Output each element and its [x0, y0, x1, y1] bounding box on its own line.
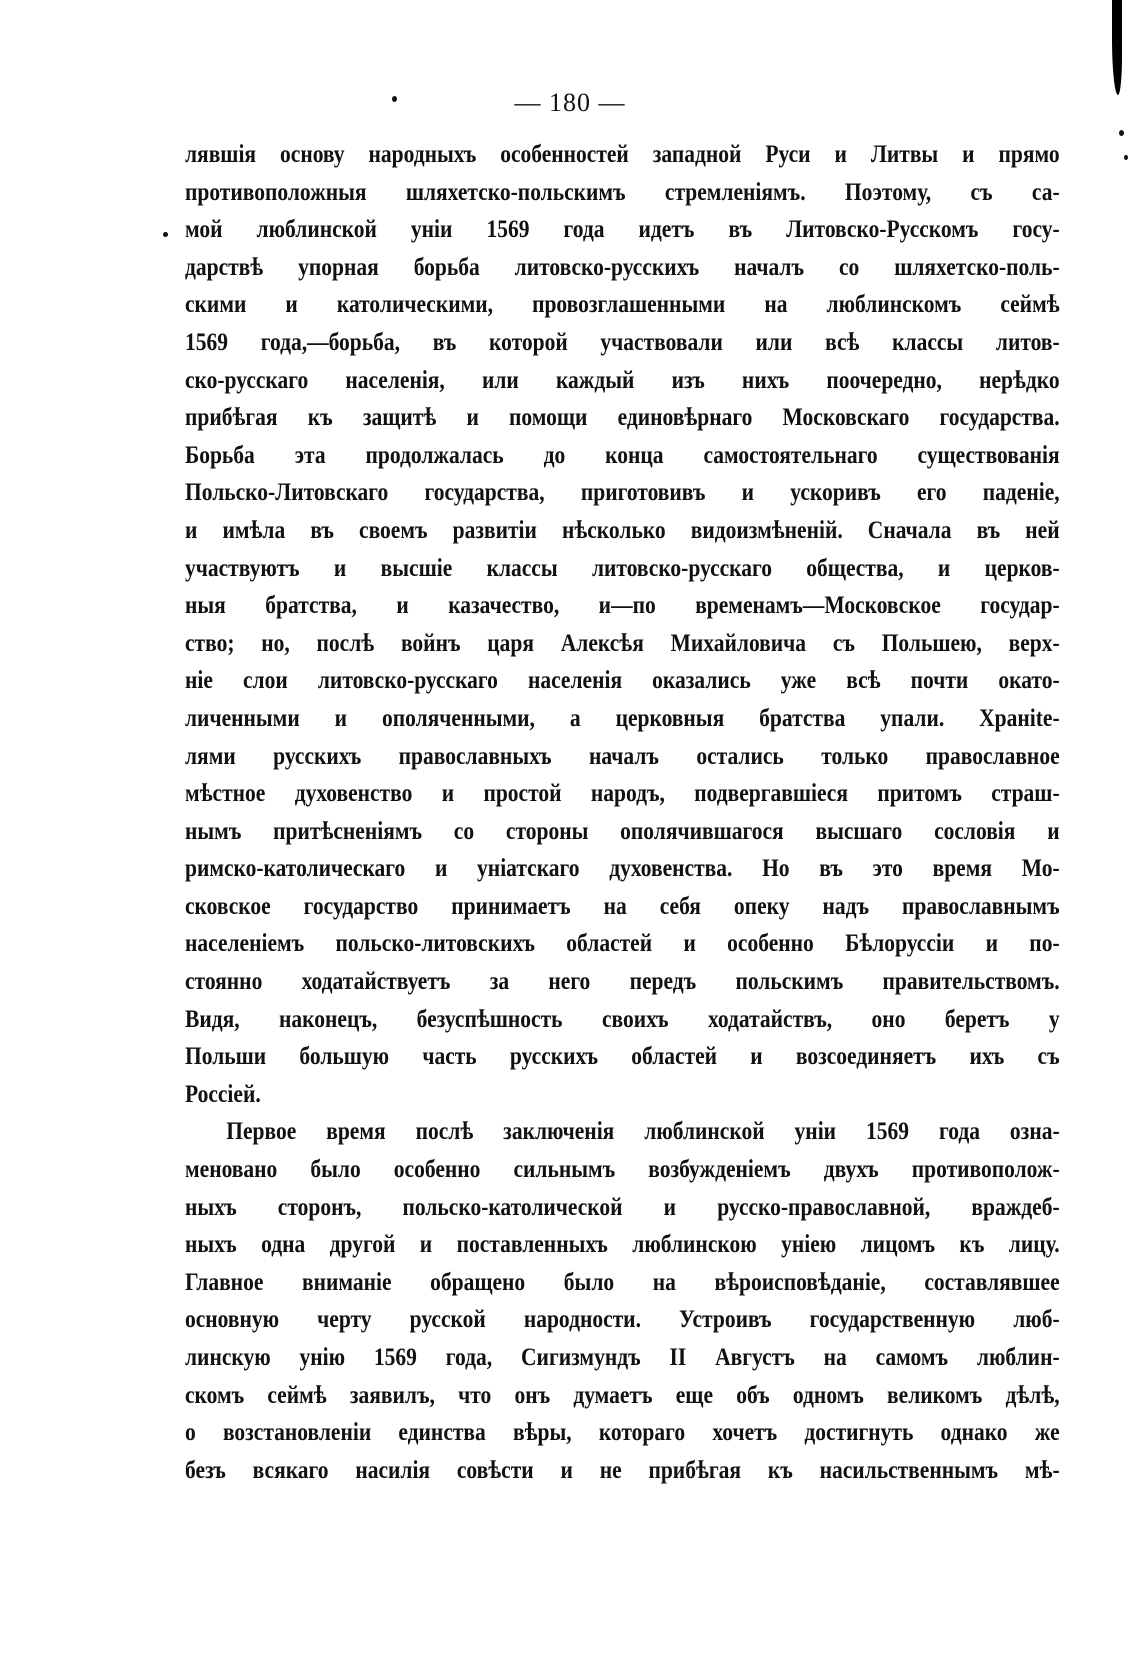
text-line: 1569 года,—борьба, въ которой участвовали или всѣ классы литов-: [185, 328, 1060, 356]
body-text: [185, 136, 1060, 1489]
text-line: противоположныя шляхетско-польскимъ стремленіямъ. Поэтому, съ са-: [185, 178, 1060, 206]
text-line: о возстановленіи единства вѣры, котораго хочетъ достигнуть однако же: [185, 1419, 1060, 1447]
text-line: населеніемъ польско-литовскихъ областей и особенно Бѣлоруссіи и по-: [185, 930, 1060, 958]
text-line: Польши большую часть русскихъ областей и возсоединяетъ ихъ съ: [185, 1043, 1060, 1071]
text-line: ныхъ сторонъ, польско-католической и русско-православной, враждеб-: [185, 1193, 1060, 1221]
text-line: сковское государство принимаетъ на себя опеку надъ православнымъ: [185, 892, 1060, 920]
text-line: ныхъ одна другой и поставленныхъ люблинскою уніею лицомъ къ лицу.: [185, 1231, 1060, 1259]
text-line: Борьба эта продолжалась до конца самостоятельнаго существованія: [185, 441, 1060, 469]
scan-speck: [1124, 155, 1128, 160]
text-line: лями русскихъ православныхъ началъ остались только православное: [185, 742, 1060, 770]
text-line: участвуютъ и высшіе классы литовско-русскаго общества, и церков-: [185, 554, 1060, 582]
text-line: ніе слои литовско-русскаго населенія оказались уже всѣ почти окато-: [185, 667, 1060, 695]
text-line: Главное вниманіе обращено было на вѣроисповѣданіе, составлявшее: [185, 1268, 1060, 1296]
text-line: ныя братства, и казачество, и—по временамъ—Московское государ-: [185, 592, 1060, 620]
text-line: Россіей.: [185, 1080, 261, 1108]
text-line: и имѣла въ своемъ развитіи нѣсколько видоизмѣненій. Сначала въ ней: [185, 516, 1060, 544]
text-line: меновано было особенно сильнымъ возбужденіемъ двухъ противополож-: [185, 1156, 1060, 1184]
text-line: дарствѣ упорная борьба литовско-русскихъ началъ со шляхетско-поль-: [185, 253, 1060, 281]
scan-speck: [163, 232, 168, 237]
text-line: ско-русскаго населенія, или каждый изъ нихъ поочередно, нерѣдко: [185, 366, 1060, 394]
text-line: лявшія основу народныхъ особенностей западной Руси и Литвы и прямо: [185, 141, 1060, 168]
text-line: мой люблинской уніи 1569 года идетъ въ Литовско-Русскомъ госу-: [185, 216, 1060, 244]
text-line: римско-католическаго и уніатскаго духовенства. Но въ это время Мо-: [185, 855, 1060, 883]
text-line: скими и католическими, провозглашенными на люблинскомъ сеймѣ: [185, 291, 1060, 319]
text-line: линскую унію 1569 года, Сигизмундъ II Августъ на самомъ люблин-: [185, 1344, 1060, 1371]
text-line: Польско-Литовскаго государства, приготовивъ и ускоривъ его паденіе,: [185, 479, 1060, 507]
text-line: Видя, наконецъ, безуспѣшность своихъ ходатайствъ, оно беретъ у: [185, 1005, 1060, 1033]
page-number: — 180 —: [514, 88, 626, 117]
text-line: Первое время послѣ заключенія люблинской уніи 1569 года озна-: [226, 1118, 1060, 1146]
scan-speck: [1119, 130, 1124, 136]
text-line: нымъ притѣсненіямъ со стороны ополячившагося высшаго сословія и: [185, 817, 1060, 845]
scan-edge-mark: [1112, 0, 1122, 95]
text-line: прибѣгая къ защитѣ и помощи единовѣрнаго Московскаго государства.: [185, 404, 1060, 432]
text-line: основную черту русской народности. Устроивъ государственную люб-: [185, 1306, 1060, 1334]
text-line: мѣстное духовенство и простой народъ, подвергавшіеся притомъ страш-: [185, 780, 1060, 808]
text-line: безъ всякаго насилія совѣсти и не прибѣгая къ насильственнымъ мѣ-: [185, 1456, 1060, 1484]
text-line: скомъ сеймѣ заявилъ, что онъ думаетъ еще объ одномъ великомъ дѣлѣ,: [185, 1381, 1060, 1409]
text-line: стоянно ходатайствуетъ за него передъ польскимъ правительствомъ.: [185, 968, 1060, 996]
text-line: ство; но, послѣ войнъ царя Алексѣя Михайловича съ Польшею, верх-: [185, 629, 1060, 657]
text-line: личенными и ополяченными, а церковныя братства упали. Хранite-: [185, 704, 1060, 732]
